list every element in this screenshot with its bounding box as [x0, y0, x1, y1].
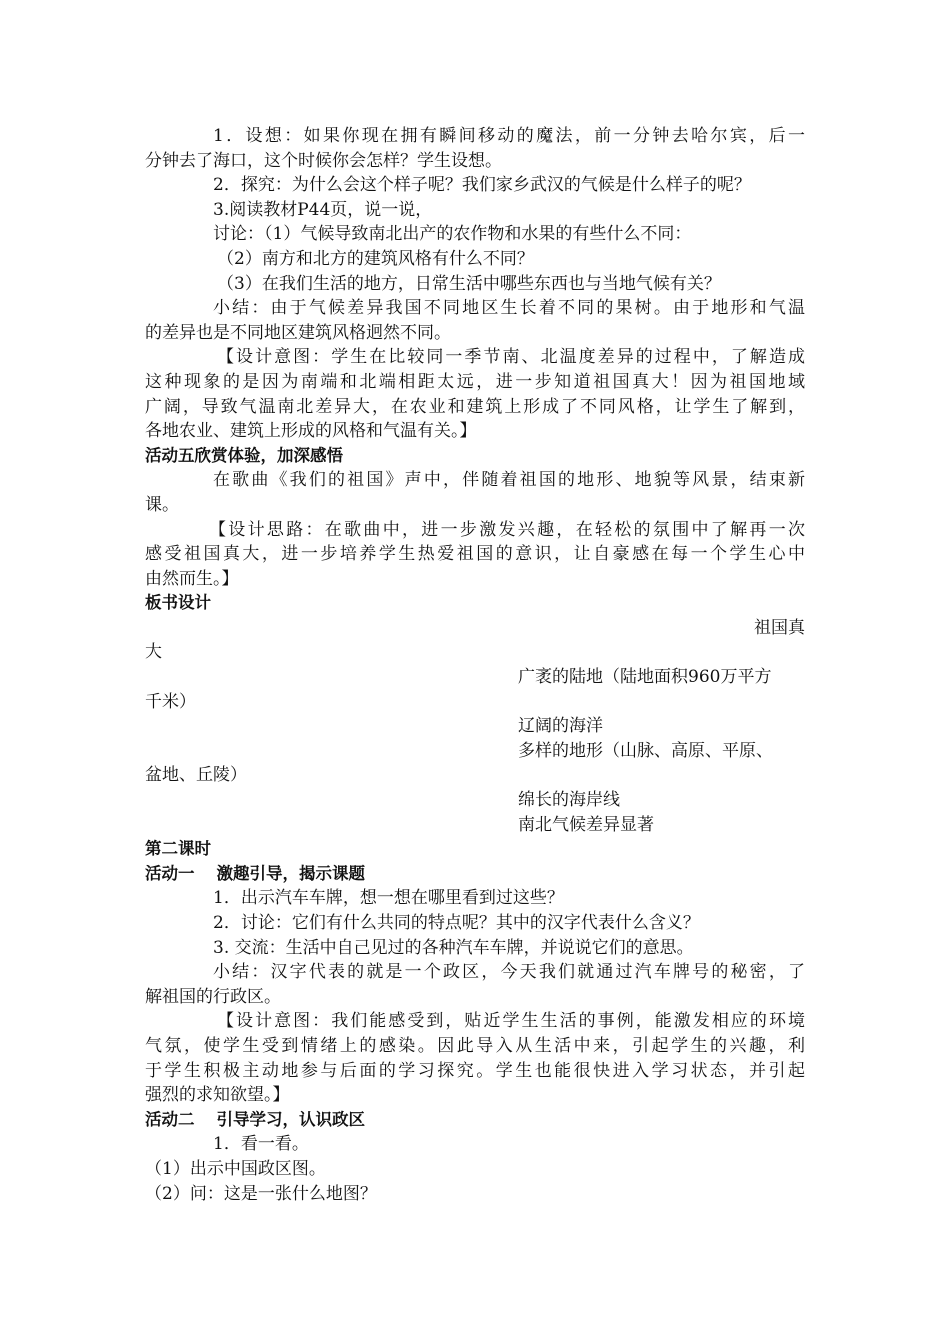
paragraph-line: 在歌曲《我们的祖国》声中，伴随着祖国的地形、地貌等风景，结束新	[213, 470, 805, 491]
paragraph-line: 课。	[145, 494, 179, 515]
board-item-continued: 千米）	[145, 691, 196, 712]
activity-heading	[145, 1108, 805, 1133]
section-heading: 第二课时	[145, 839, 211, 859]
paragraph-line: （2）问：这是一张什么地图？	[145, 1183, 377, 1204]
activity-title: 引导学习，认识政区	[216, 1109, 365, 1129]
paragraph-line: 小结：汉字代表的就是一个政区，今天我们就通过汽车牌号的秘密，了	[213, 962, 805, 983]
paragraph-line: 分钟去了海口，这个时候你会怎样？学生设想。	[145, 150, 502, 171]
document-page	[145, 124, 805, 1206]
board-item: 南北气候差异显著	[518, 814, 654, 835]
paragraph-line: （1）出示中国政区图。	[145, 1158, 326, 1179]
paragraph-line: 于学生积极主动地参与后面的学习探究。学生也能很快进入学习状态，并引起	[145, 1060, 805, 1081]
board-item-continued: 盆地、丘陵）	[145, 765, 247, 786]
board-title: 祖国真	[754, 617, 805, 638]
paragraph-line: 1．看一看。	[213, 1134, 309, 1155]
section-heading: 板书设计	[145, 593, 211, 613]
activity-number: 活动二	[145, 1109, 195, 1129]
paragraph-line: 【设计意图：我们能感受到，贴近学生生活的事例，能激发相应的环境	[217, 1011, 805, 1032]
paragraph-line: （3）在我们生活的地方，日常生活中哪些东西也与当地气候有关？	[217, 273, 721, 294]
paragraph-line: 1．设想：如果你现在拥有瞬间移动的魔法，前一分钟去哈尔宾，后一	[213, 126, 805, 146]
paragraph-line: 3.阅读教材P44页，说一说，	[213, 199, 433, 220]
activity-number: 活动一	[145, 863, 195, 883]
activity-title: 激趣引导，揭示课题	[216, 863, 365, 883]
paragraph-line: 2．探究：为什么会这个样子呢？我们家乡武汉的气候是什么样子的呢？	[213, 175, 751, 196]
paragraph-line: 小结：由于气候差异我国不同地区生长着不同的果树。由于地形和气温	[213, 298, 805, 319]
paragraph-line: 讨论：（1）气候导致南北出产的农作物和水果的有些什么不同：	[213, 224, 692, 245]
paragraph-line: 由然而生。】	[145, 568, 239, 589]
board-item: 广袤的陆地（陆地面积960万平方	[518, 667, 772, 688]
board-title-continued: 大	[145, 642, 162, 663]
paragraph-line: 这种现象的是因为南端和北端相距太远，进一步知道祖国真大！因为祖国地域	[145, 371, 805, 392]
paragraph-line: 气氛，使学生受到情绪上的感染。因此导入从生活中来，引起学生的兴趣，利	[145, 1035, 805, 1056]
paragraph-line: 2．讨论：它们有什么共同的特点呢？其中的汉字代表什么含义？	[213, 913, 700, 933]
paragraph-line: 感受祖国真大，进一步培养学生热爱祖国的意识，让自豪感在每一个学生心中	[145, 544, 805, 565]
section-heading: 活动五欣赏体验，加深感悟	[145, 445, 343, 465]
paragraph-line: 1．出示汽车车牌，想一想在哪里看到过这些？	[213, 888, 564, 909]
paragraph-line: 各地农业、建筑上形成的风格和气温有关。】	[145, 421, 477, 442]
board-item: 多样的地形（山脉、高原、平原、	[518, 740, 773, 761]
paragraph-line: 【设计意图：学生在比较同一季节南、北温度差异的过程中，了解造成	[217, 347, 805, 368]
paragraph-line: 强烈的求知欲望。】	[145, 1085, 290, 1106]
paragraph-line: 的差异也是不同地区建筑风格迥然不同。	[145, 322, 451, 343]
paragraph-line: 广阔，导致气温南北差异大，在农业和建筑上形成了不同风格，让学生了解到，	[145, 396, 805, 417]
paragraph-line: 【设计思路：在歌曲中，进一步激发兴趣，在轻松的氛围中了解再一次	[209, 519, 805, 540]
paragraph-line: 3. 交流：生活中自己见过的各种汽车车牌，并说说它们的意思。	[213, 937, 694, 958]
board-item: 辽阔的海洋	[518, 716, 603, 737]
activity-heading	[145, 862, 805, 887]
paragraph-line: 解祖国的行政区。	[145, 986, 281, 1007]
paragraph-line: （2）南方和北方的建筑风格有什么不同？	[217, 248, 534, 269]
board-item: 绵长的海岸线	[518, 790, 620, 811]
